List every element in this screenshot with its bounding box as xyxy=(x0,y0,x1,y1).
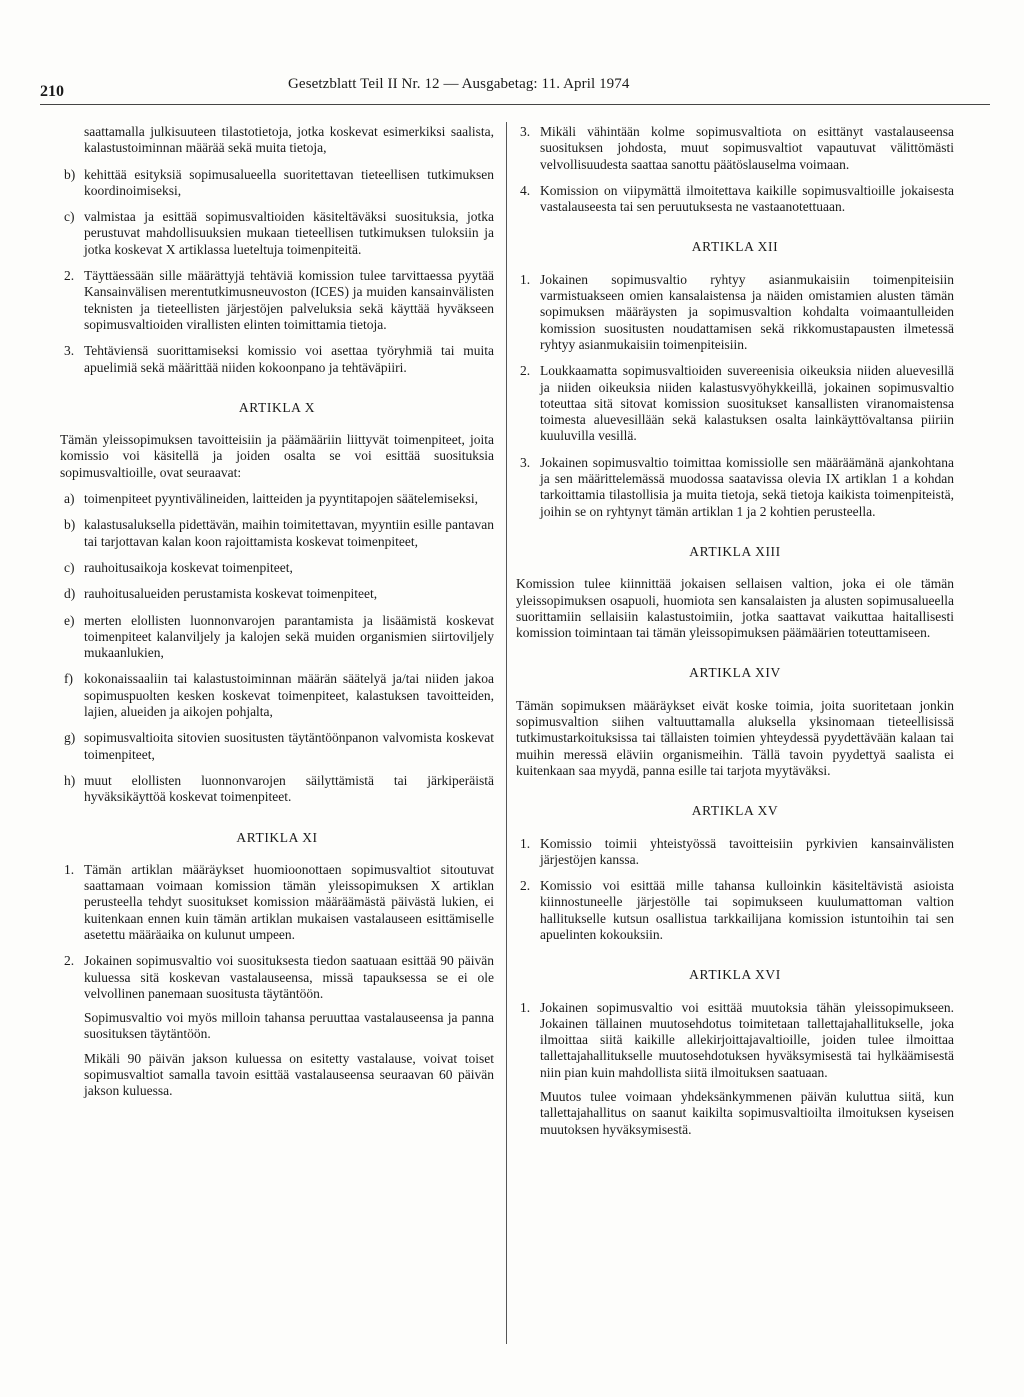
paragraph: Muutos tulee voimaan yhdeksänkymmenen päivän kuluttua siitä, kun tallettajahallitus on saanut kaikilta sopimusvaltioilta ilmoituksen kyseisen muutoksen hyväksymisestä. xyxy=(540,1089,954,1137)
article-heading: ARTIKLA XII xyxy=(691,239,779,255)
left-column xyxy=(60,124,494,1110)
page-number: 210 xyxy=(40,83,64,100)
item-marker: a) xyxy=(64,491,75,507)
column-divider xyxy=(506,122,507,1344)
item-text: Täyttäessään sille määrättyjä tehtäviä komission tulee tarvittaessa pyytää Kansainvälisen merentutkimusneuvoston (ICES) ja muiden kansainvälisten teknisten ja tieteellisten järjestöjen palveluksia sekä käyttää hyväkseen sopimusvaltioiden virallisten elinten toimittamia tietoja. xyxy=(84,268,494,332)
item-marker: 1. xyxy=(520,271,531,287)
item-marker: 3. xyxy=(520,454,531,470)
item-text: Loukkaamatta sopimusvaltioiden suvereenisia oikeuksia niiden aluevesillä ja niiden oikeuksia niiden kalastusvyöhykkeillä, jokainen sopimusvaltio toteuttaa sitä sitovat komission suositukset kansallisten viranomaistensa toimesta aluevesillään sekä kalastuksen osalta lainkäyttövaltansa piiriin kuuluvilla vesillä. xyxy=(540,363,954,444)
item-text: Komission on viipymättä ilmoitettava kaikille sopimusvaltioille jokaisesta vastalauseesta tai sen peruutuksesta ne vastaanotettuaan. xyxy=(540,182,954,215)
item-marker: 2. xyxy=(520,363,531,379)
numbered-paragraph xyxy=(516,878,954,943)
list-item xyxy=(60,167,494,200)
item-text: Jokainen sopimusvaltio toimittaa komissiolle sen määräämänä ajankohtana ja sen määrittelemässä muodossa saatavissa olevia IX artiklan 1 a kohdan tarkoittamia tilastollisia ja muita tietoja, sekä tietoja kaikista toimenpiteistä, joihin se on ryhtynyt tämän artiklan 1 ja 2 kohtien perusteella. xyxy=(540,454,954,519)
item-marker: 1. xyxy=(64,861,75,877)
article-heading: ARTIKLA XIV xyxy=(689,665,781,681)
item-text: kalastusaluksella pidettävän, maihin toimitettavan, myyntiin esille pantavan tai tarjottavan kalan koon rajoittamista koskevat toimenpiteet, xyxy=(84,517,494,549)
item-text: toimenpiteet pyyntivälineiden, laitteiden ja pyyntitapojen säätelemiseksi, xyxy=(84,491,479,507)
right-column xyxy=(516,124,954,1148)
numbered-paragraph xyxy=(60,343,494,376)
item-marker: g) xyxy=(64,730,76,746)
item-marker: 2. xyxy=(64,953,75,969)
article-heading: ARTIKLA XI xyxy=(236,829,318,845)
paragraph: Sopimusvaltio voi myös milloin tahansa peruuttaa vastalauseensa ja panna suosituksen täytäntöön. xyxy=(84,1010,494,1042)
item-marker: 1. xyxy=(520,835,531,851)
numbered-paragraph xyxy=(516,836,954,869)
item-text: kokonaissaaliin tai kalastustoiminnan määrän säätelyä ja/tai niiden jakoa sopimuspuolten kesken koskevat toimenpiteet, kalastuksen tavoitteiden, lajien, alueiden ja aikojen pohjalta, xyxy=(84,671,494,720)
item-marker: h) xyxy=(64,772,76,788)
list-item xyxy=(60,773,494,806)
numbered-paragraph xyxy=(516,455,954,520)
article-heading: ARTIKLA XV xyxy=(691,803,779,819)
item-text: Komissio toimii yhteistyössä tavoitteisiin pyrkivien kansainvälisten järjestöjen kanssa. xyxy=(540,835,954,867)
header-rule xyxy=(40,104,990,105)
numbered-paragraph xyxy=(60,953,494,1099)
numbered-paragraph xyxy=(516,183,954,216)
item-text: Tämän artiklan määräykset huomioonottaen sopimusvaltiot sitoutuvat saattamaan voimaan komission tämän yleissopimuksen X artiklan perusteella tehdyt suositukset komission määräämästä päivästä lukien, ei kuitenkaan ennen kuin tämän artiklan mukaisen vastalauseen esittämiselle asetettu määräaika on kulunut umpeen. xyxy=(84,861,494,942)
item-marker: 1. xyxy=(520,999,531,1015)
numbered-paragraph xyxy=(516,363,954,444)
item-marker: 2. xyxy=(520,878,531,894)
article-heading: ARTIKLA XVI xyxy=(689,967,781,983)
numbered-paragraph xyxy=(60,862,494,943)
item-marker: 2. xyxy=(64,268,75,284)
item-text: Komissio voi esittää mille tahansa kulloinkin käsiteltävistä asioista kiinnostuneelle järjestölle tai sopimukseen kuulumattoman valtion hallitukselle kutsun osallistua tarkkailijana komission istuntoihin tai sen apuelinten kokouksiin. xyxy=(540,878,954,942)
list-item xyxy=(60,491,494,507)
item-text: sopimusvaltioita sitovien suositusten täytäntöönpanon valvomista koskevat toimenpiteet, xyxy=(84,730,494,762)
item-text: rauhoitusaikoja koskevat toimenpiteet, xyxy=(84,559,293,575)
item-marker: 4. xyxy=(520,182,531,198)
list-item xyxy=(60,613,494,662)
article-intro: Tämän yleissopimuksen tavoitteisiin ja päämääriin liittyvät toimenpiteet, joita komissio voi käsitellä ja joiden osalta se voi esittää suosituksia sopimusvaltioille, ovat seuraavat: xyxy=(60,432,494,480)
article-heading: ARTIKLA X xyxy=(238,399,316,415)
list-item xyxy=(60,560,494,576)
article-heading: ARTIKLA XIII xyxy=(689,543,781,559)
item-marker: 3. xyxy=(520,124,531,139)
item-text: Mikäli vähintään kolme sopimusvaltiota on esittänyt vastalauseensa suosituksen johdosta, muut sopimusvaltiot vapautuvat välittömästi velvollisuudesta saattaa sanottu päätöslauselma voimaan. xyxy=(540,124,954,172)
article-body: Komission tulee kiinnittää jokaisen sellaisen valtion, joka ei ole tämän yleissopimuksen osapuoli, huomiota sen kansalaisten ja alusten sopimusalueella suorittamiin sellaisiin kalastustoimiin, jotka saattavat vaikuttaa haitallisesti komission toimintaan tai tämän yleissopimuksen päämäärien toteuttamiseen. xyxy=(516,576,954,641)
numbered-paragraph xyxy=(516,272,954,353)
item-text: Jokainen sopimusvaltio voi esittää muutoksia tähän yleissopimukseen. Jokainen tällainen muutosehdotus toimitetaan tallettajahallitukselle, joka ilmoittaa siitä kaikille allekirjoittajavaltioille, joiden tulee ilmoittaa tallettajahallitukselle muutosehdotuksen hyväksymisestä tai hylkäämisestä niin pian kuin mahdollista siitä ilmoituksen saatuaan. xyxy=(540,999,954,1080)
item-marker: d) xyxy=(64,586,76,602)
item-text: Jokainen sopimusvaltio ryhtyy asianmukaisiin toimenpiteisiin varmistuakseen omien kansalaistensa ja näiden omistamien alusten tämän sopimuksen määräysten ja sopimusvaltion kohdalta voimaantulleiden komission suositusten noudattamisen sekä rikkomustapausten ilmetessä ryhtyy asianmukaisiin toimenpiteisiin. xyxy=(540,271,954,352)
item-text: muut elollisten luonnonvarojen säilyttämistä tai järkiperäistä hyväksikäyttöä koskevat toimenpiteet. xyxy=(84,772,494,805)
item-marker: f) xyxy=(64,671,73,687)
list-item xyxy=(60,517,494,550)
item-marker: 3. xyxy=(64,343,75,359)
numbered-paragraph xyxy=(516,124,954,173)
article-body: Tämän sopimuksen määräykset eivät koske toimia, joita suoritetaan jonkin sopimusvaltion siihen valtuuttamalla aluksella yksinomaan tieteellisissä tutkimustarkoituksissa tai tällaisten toimien yhteydessä pyydettävään kalaan tai muihin meressä eläviin organismeihin. Tällä tavoin pyydettyä saalista ei kuitenkaan saa myydä, panna esille tai tarjota myytäväksi. xyxy=(516,697,954,778)
list-item xyxy=(60,730,494,763)
item-text: Tehtäviensä suorittamiseksi komissio voi asettaa työryhmiä tai muita apuelimiä sekä määrittää niiden kokoonpano ja tehtäväpiiri. xyxy=(84,343,494,375)
item-marker: e) xyxy=(64,612,75,628)
item-marker: c) xyxy=(64,559,75,575)
item-text: merten elollisten luonnonvarojen parantamista ja lisäämistä koskevat toimenpiteet kalanviljely ja kalojen sekä muiden organismien siirtoviljely mukaanlukien, xyxy=(84,612,494,661)
numbered-paragraph xyxy=(516,1000,954,1138)
paragraph: Mikäli 90 päivän jakson kuluessa on esitetty vastalause, voivat toiset sopimusvaltiot samalla tavoin esittää vastalauseensa seuraavan 60 päivän jakson kuluessa. xyxy=(84,1050,494,1099)
item-text: valmistaa ja esittää sopimusvaltioiden käsiteltäväksi suosituksia, jotka perustuvat mahdollisuuksien mukaan tieteellisen tutkimuksen tuloksiin ja jotka koskevat X artiklassa lueteltuja toimenpiteitä. xyxy=(84,209,494,257)
item-text: rauhoitusalueiden perustamista koskevat toimenpiteet, xyxy=(84,586,378,602)
item-text: kehittää esityksiä sopimusalueella suoritettavan tieteellisen tutkimuksen koordinoimiseksi, xyxy=(84,166,494,198)
item-marker: b) xyxy=(64,517,76,533)
running-title: Gesetzblatt Teil II Nr. 12 — Ausgabetag: 11. April 1974 xyxy=(288,76,630,92)
paragraph-continuation: saattamalla julkisuuteen tilastotietoja, jotka koskevat esimerkiksi saalista, kalastustoiminnan määrää sekä muita tietoja, xyxy=(84,124,494,156)
item-text: Jokainen sopimusvaltio voi suosituksesta tiedon saatuaan esittää 90 päivän kuluessa sitä koskevan vastalauseensa, missä tapauksessa se ei ole velvollinen panemaan suositusta täytäntöön. xyxy=(84,953,494,1001)
numbered-paragraph xyxy=(60,268,494,333)
list-item xyxy=(60,586,494,602)
list-item xyxy=(60,671,494,720)
list-item xyxy=(60,209,494,258)
item-marker: b) xyxy=(64,166,76,182)
item-marker: c) xyxy=(64,209,75,225)
